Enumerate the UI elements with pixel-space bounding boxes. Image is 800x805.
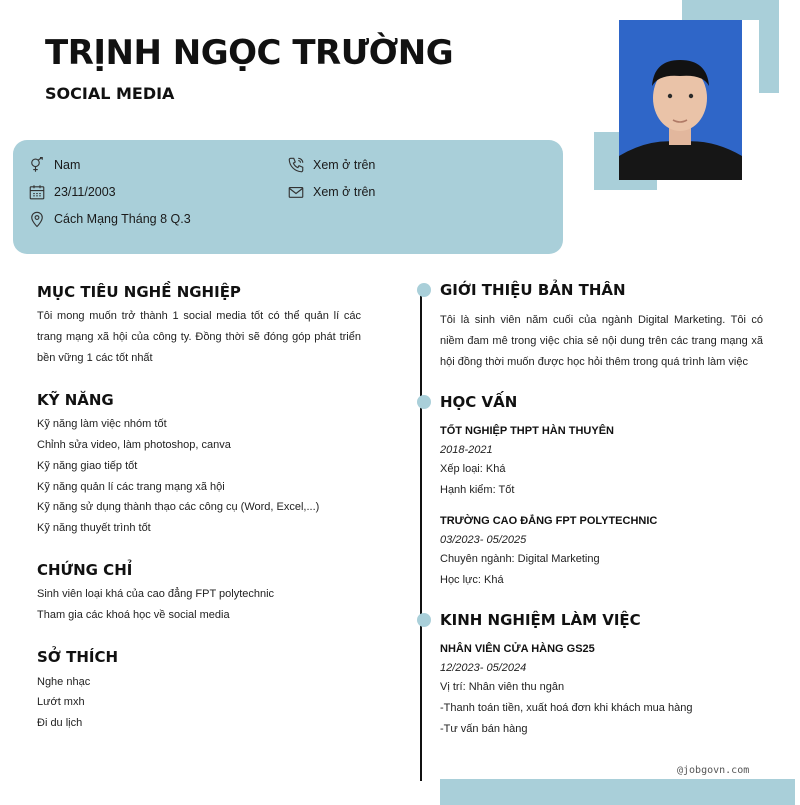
- gender-icon: [28, 156, 46, 174]
- decor-block-right: [759, 0, 779, 93]
- skill-item: Kỹ năng giao tiếp tốt: [37, 460, 138, 472]
- experience-title: KINH NGHIỆM LÀM VIỆC: [440, 611, 641, 629]
- skill-item: Kỹ năng thuyết trình tốt: [37, 522, 151, 534]
- hobby-item: Đi du lịch: [37, 717, 83, 729]
- hobby-item: Nghe nhạc: [37, 676, 91, 688]
- experience-detail: -Thanh toán tiền, xuất hoá đơn khi khách mua hàng: [440, 702, 693, 714]
- phone-value: Xem ở trên: [313, 158, 376, 172]
- about-text: Tôi là sinh viên năm cuối của ngành Digital Marketing. Tôi có niềm đam mê trong việc chia sẻ nội dung trên các trang mạng xã hội đồng thời muốn được học hỏi thêm trong quá trình làm việc: [440, 314, 763, 368]
- experience-detail: -Tư vấn bán hàng: [440, 723, 528, 735]
- candidate-name: TRỊNH NGỌC TRƯỜNG: [45, 33, 454, 73]
- phone-icon: [287, 156, 305, 174]
- experience-period: 12/2023- 05/2024: [440, 662, 527, 674]
- calendar-icon: [28, 183, 46, 201]
- address-value: Cách Mạng Tháng 8 Q.3: [54, 212, 191, 226]
- contact-panel: [13, 140, 563, 254]
- skill-item: Kỹ năng làm việc nhóm tốt: [37, 418, 167, 430]
- contact-address: [28, 210, 191, 228]
- candidate-role: SOCIAL MEDIA: [45, 84, 175, 103]
- experience-detail: Vị trí: Nhân viên thu ngân: [440, 681, 565, 693]
- education-period: 2018-2021: [440, 444, 493, 456]
- education-detail: Xếp loại: Khá: [440, 463, 506, 475]
- education-period: 03/2023- 05/2025: [440, 534, 527, 546]
- skills-title: KỸ NĂNG: [37, 391, 114, 409]
- hobby-item: Lướt mxh: [37, 696, 85, 708]
- contact-email: [287, 183, 375, 201]
- education-school: TRƯỜNG CAO ĐẲNG FPT POLYTECHNIC: [440, 515, 658, 527]
- birthdate-value: 23/11/2003: [54, 185, 116, 199]
- education-title: HỌC VẤN: [440, 393, 518, 411]
- education-detail: Chuyên ngành: Digital Marketing: [440, 553, 600, 565]
- contact-phone: [287, 156, 375, 174]
- experience-position: NHÂN VIÊN CỬA HÀNG GS25: [440, 643, 595, 655]
- objective-title: MỤC TIÊU NGHỀ NGHIỆP: [37, 283, 241, 301]
- certificate-item: Tham gia các khoá học về social media: [37, 609, 230, 621]
- education-detail: Hạnh kiểm: Tốt: [440, 484, 515, 496]
- profile-photo: [619, 20, 742, 180]
- education-school: TỐT NGHIỆP THPT HÀN THUYÊN: [440, 425, 614, 437]
- mail-icon: [287, 183, 305, 201]
- timeline-dot: [417, 395, 431, 409]
- skill-item: Chỉnh sửa video, làm photoshop, canva: [37, 439, 231, 451]
- decor-bottom-bar: [440, 779, 795, 805]
- skill-item: Kỹ năng quản lí các trang mạng xã hội: [37, 481, 225, 493]
- education-detail: Học lực: Khá: [440, 574, 504, 586]
- contact-gender: [28, 156, 80, 174]
- timeline-dot: [417, 613, 431, 627]
- location-pin-icon: [28, 210, 46, 228]
- certificate-item: Sinh viên loại khá của cao đẳng FPT polytechnic: [37, 588, 275, 600]
- contact-birthdate: [28, 183, 116, 201]
- timeline-dot: [417, 283, 431, 297]
- objective-text: Tôi mong muốn trở thành 1 social media tốt có thể quản lí các trang mạng xã hội của công ty. Đồng thời sẽ đóng góp phát triển bền vững 1 các tốt nhất: [37, 310, 361, 364]
- timeline-line: [420, 289, 422, 781]
- hobbies-title: SỞ THÍCH: [37, 648, 119, 666]
- certificates-title: CHỨNG CHỈ: [37, 561, 133, 579]
- about-title: GIỚI THIỆU BẢN THÂN: [440, 281, 626, 299]
- email-value: Xem ở trên: [313, 185, 376, 199]
- watermark: @jobgovn.com: [677, 765, 750, 776]
- skill-item: Kỹ năng sử dụng thành thạo các công cụ (Word, Excel,...): [37, 501, 320, 513]
- gender-value: Nam: [54, 158, 81, 172]
- decor-block-bottom: [594, 180, 657, 190]
